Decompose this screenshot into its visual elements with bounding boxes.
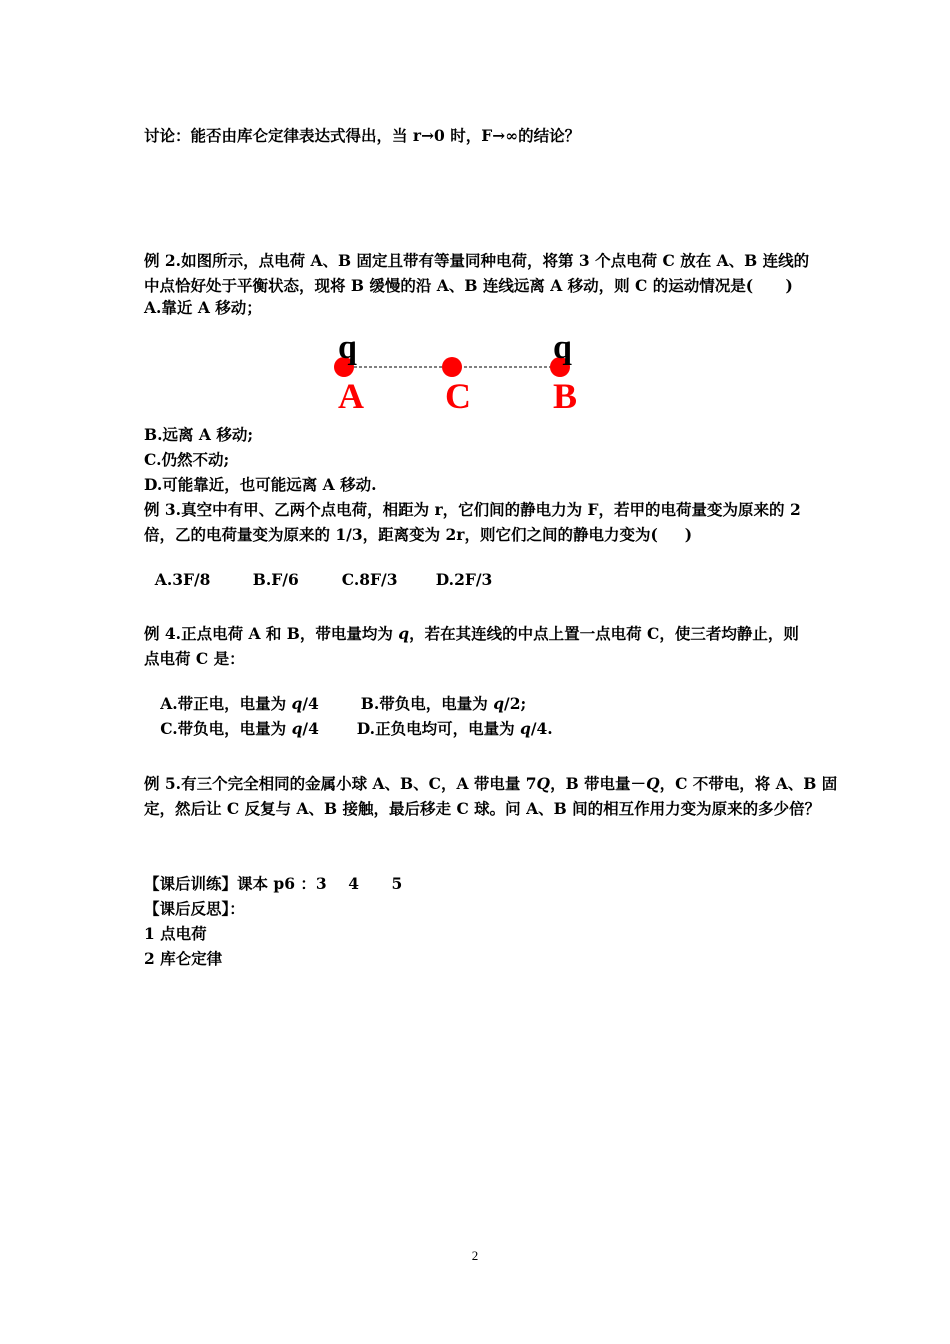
charge-right-label: q (553, 329, 572, 366)
example4-line2: 点电荷 C 是： (144, 649, 245, 668)
option-d-q: q (519, 719, 531, 738)
example2-line2: 中点恰好处于平衡状态，现将 B 缓慢的沿 A、B 连线远离 A 移动，则 C 的运动情况是( ) (144, 276, 793, 295)
point-a-label: A (338, 376, 364, 416)
reflection-item-2: 2 库仑定律 (144, 949, 223, 968)
discussion-text: 讨论：能否由库仑定律表达式得出，当 r→0 时，F→∞的结论？ (144, 126, 581, 145)
example5-line1 (144, 774, 837, 794)
option-c-frac: /4 (302, 719, 319, 738)
example5-q2: Q (646, 774, 660, 793)
example2-option-a: A.靠近 A 移动； (144, 298, 262, 317)
page-number: 2 (471, 1248, 479, 1263)
option-c-q: q (291, 719, 303, 738)
example4-text-b: ，若在其连线的中点上置一点电荷 C，使三者均静止，则 (409, 624, 799, 643)
example3-line1: 例 3.真空中有甲、乙两个点电荷，相距为 r，它们间的静电力为 F，若甲的电荷量变为原来的 2 (144, 500, 801, 519)
option-d-text: D.正负电均可，电量为 (356, 719, 520, 738)
example3-option-d: D.2F/3 (435, 570, 493, 589)
option-a-text: A.带正电，电量为 (154, 694, 292, 713)
reflection-item-1: 1 点电荷 (144, 924, 207, 943)
example3-line2: 倍，乙的电荷量变为原来的 1/3，距离变为 2r，则它们之间的静电力变为( ) (144, 525, 693, 544)
example4-q: q (398, 624, 410, 643)
charge-diagram (320, 322, 600, 422)
example5-text-b: ，B 带电量－ (550, 774, 647, 793)
example4-option-d (357, 719, 553, 739)
example3-option-c: C.8F/3 (341, 570, 398, 589)
point-c-label: C (445, 376, 471, 416)
homework-line: 【课后训练】课本 p6 ：3 4 5 (144, 874, 403, 893)
example2-option-c: C.仍然不动; (144, 450, 230, 469)
reflection-heading: 【课后反思】： (144, 899, 245, 918)
example4-text-a: 例 4.正点电荷 A 和 B，带电量均为 (144, 624, 399, 643)
example4-options-row2 (144, 699, 553, 739)
point-b-label: B (553, 376, 578, 416)
example3-options (144, 550, 492, 590)
option-a-frac: /4 (302, 694, 319, 713)
option-d-frac: /4. (530, 719, 553, 738)
example3-option-a: A.3F/8 (154, 570, 211, 589)
example5-text-c: ，C 不带电，将 A、B 固 (659, 774, 838, 793)
option-a-q: q (291, 694, 303, 713)
option-b-frac: /2; (504, 694, 527, 713)
example2-option-d: D.可能靠近，也可能远离 A 移动. (144, 475, 377, 494)
example4-line1 (144, 624, 799, 644)
example5-text-a: 例 5.有三个完全相同的金属小球 A、B、C，A 带电量 7 (144, 774, 537, 793)
charge-left-label: q (338, 329, 357, 366)
example2-option-b: B.远离 A 移动; (144, 425, 254, 444)
charge-c-dot (442, 357, 462, 377)
example5-q1: Q (536, 774, 551, 793)
example4-option-c (155, 719, 357, 739)
option-c-text: C.带负电，电量为 (154, 719, 292, 738)
example2-line1: 例 2.如图所示，点电荷 A、B 固定且带有等量同种电荷，将第 3 个点电荷 C 放在 A、B 连线的 (144, 251, 810, 270)
option-b-text: B.带负电，电量为 (360, 694, 494, 713)
option-b-q: q (493, 694, 505, 713)
example5-line2: 定，然后让 C 反复与 A、B 接触，最后移走 C 球。问 A、B 间的相互作用力变为原来的多少倍？ (144, 799, 821, 818)
example3-option-b: B.F/6 (252, 570, 299, 589)
